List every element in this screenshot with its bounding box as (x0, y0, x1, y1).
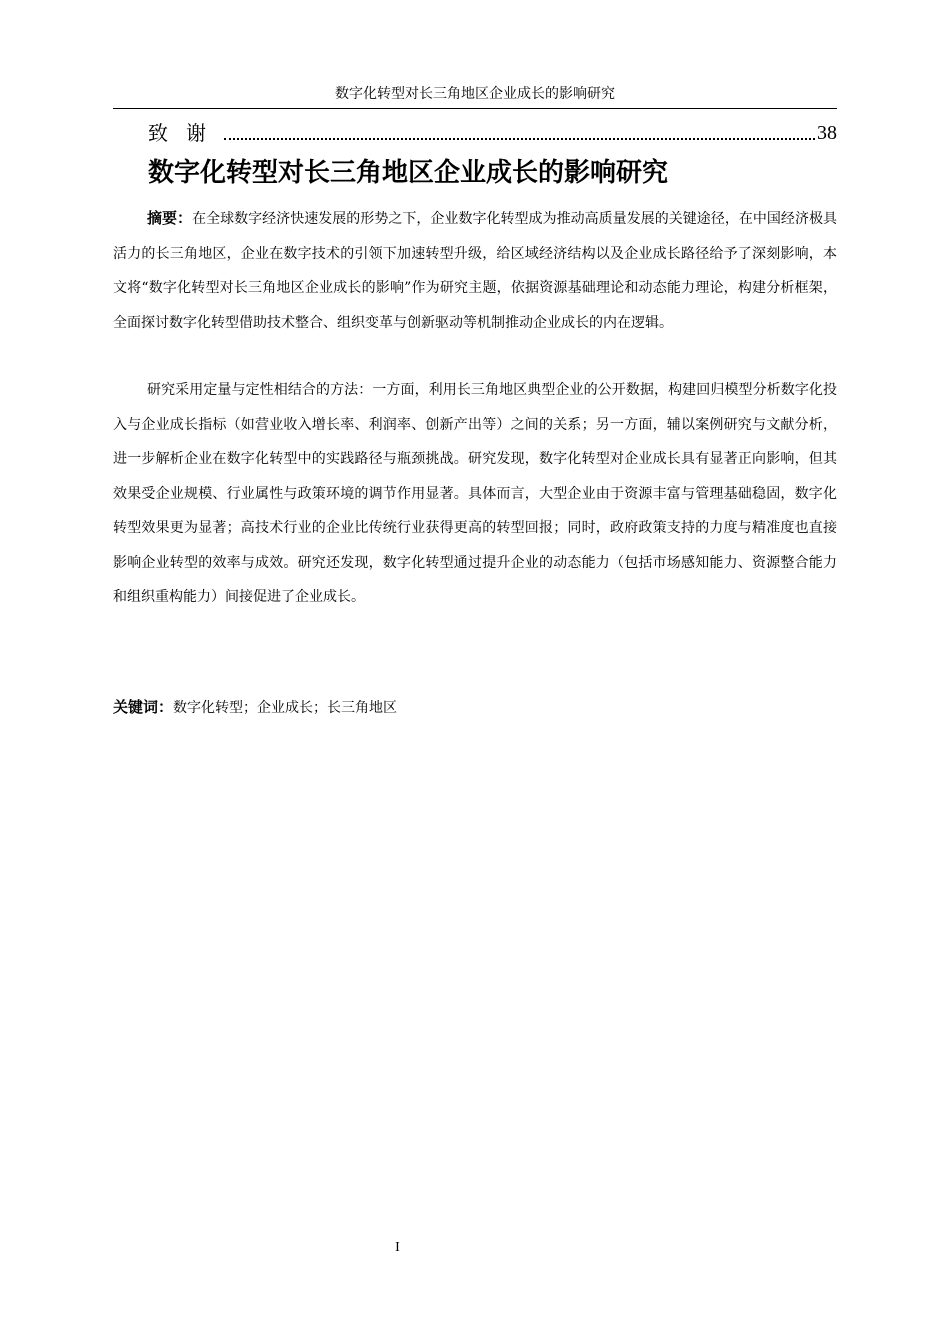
keywords-label: 关键词： (113, 698, 174, 716)
abstract-paragraph-1-text: 在全球数字经济快速发展的形势之下，企业数字化转型成为推动高质量发展的关键途径，在中国经济极具活力的长三角地区，企业在数字技术的引领下加速转型升级，给区域经济结构以及企业成长路径给予了深刻影响，本文将“数字化转型对长三角地区企业成长的影响”作为研究主题，依据资源基础理论和动态能力理论，构建分析框架，全面探讨数字化转型借助技术整合、组织变革与创新驱动等机制推动企业成长的内在逻辑。 (113, 211, 837, 331)
abstract-paragraph-1 (113, 201, 837, 340)
header-divider (113, 108, 837, 109)
abstract-label: 摘要： (147, 209, 193, 227)
running-header: 数字化转型对长三角地区企业成长的影响研究 (335, 86, 615, 102)
document-title: 数字化转型对长三角地区企业成长的影响研究 (148, 158, 669, 188)
toc-entry-label: 致谢 (148, 121, 224, 145)
abstract-paragraph-2: 研究采用定量与定性相结合的方法：一方面，利用长三角地区典型企业的公开数据，构建回归模型分析数字化投入与企业成长指标（如营业收入增长率、利润率、创新产出等）之间的关系；另一方面，辅以案例研究与文献分析，进一步解析企业在数字化转型中的实践路径与瓶颈挑战。研究发现，数字化转型对企业成长具有显著正向影响，但其效果受企业规模、行业属性与政策环境的调节作用显著。具体而言，大型企业由于资源丰富与管理基础稳固，数字化转型效果更为显著；高技术行业的企业比传统行业获得更高的转型回报；同时，政府政策支持的力度与精准度也直接影响企业转型的效率与成效。研究还发现，数字化转型通过提升企业的动态能力（包括市场感知能力、资源整合能力和组织重构能力）间接促进了企业成长。 (113, 382, 837, 605)
toc-entry-acknowledgements[interactable] (148, 120, 837, 146)
page-number: I (395, 1240, 400, 1255)
toc-dot-leader (224, 138, 815, 140)
toc-entry-page-number: 38 (817, 122, 837, 144)
keywords-value: 数字化转型；企业成长；长三角地区 (173, 700, 398, 716)
keywords-line (113, 690, 837, 725)
